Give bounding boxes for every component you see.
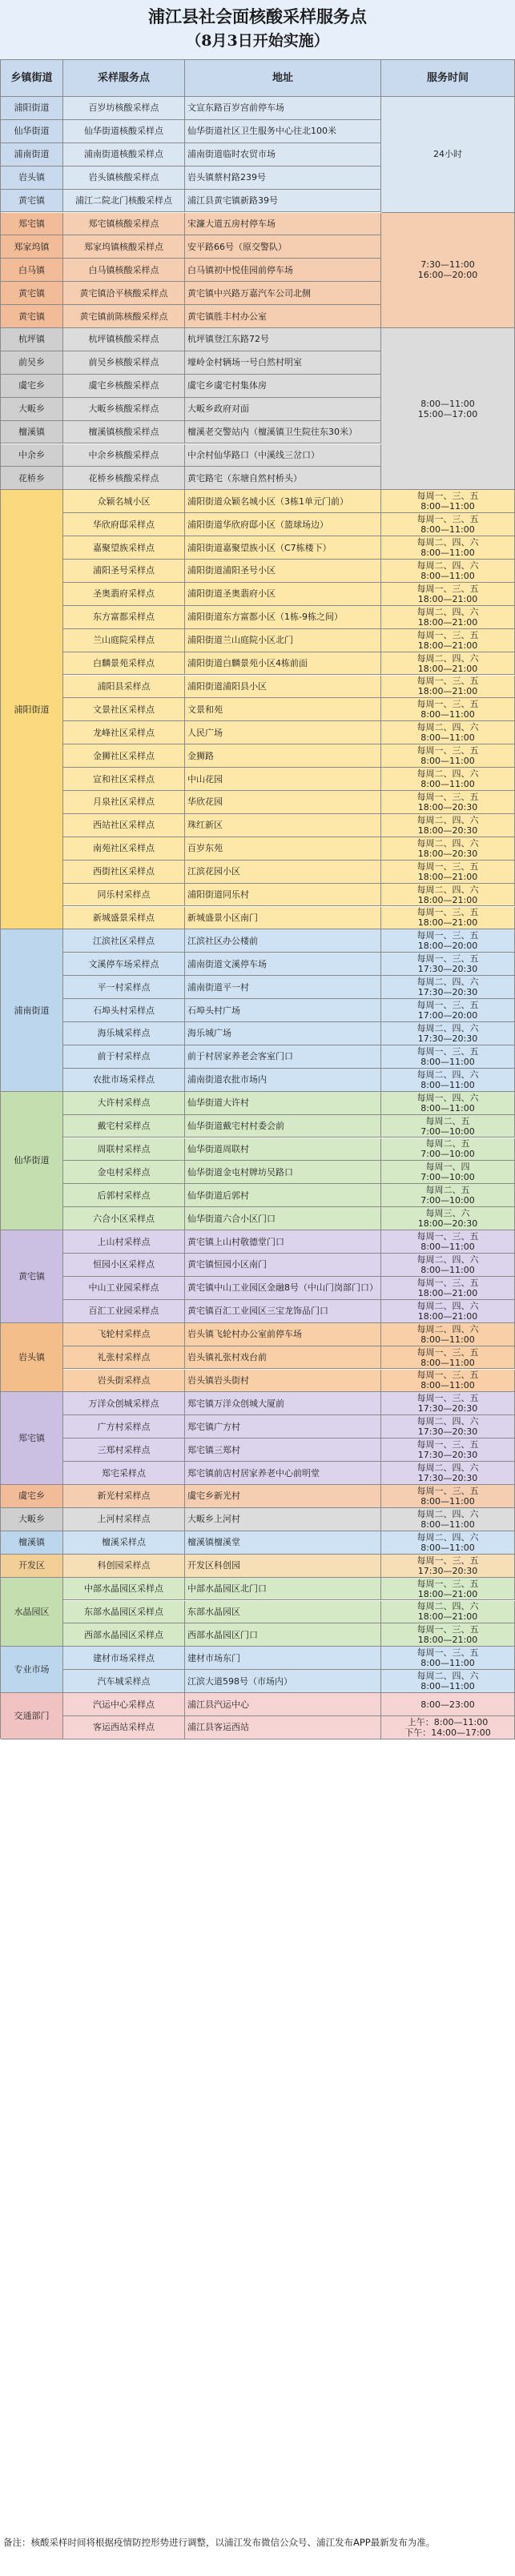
service-point-cell: 杭坪镇核酸采样点	[63, 328, 185, 351]
town-cell: 开发区	[1, 1555, 63, 1578]
address-cell: 文景和苑	[185, 698, 381, 721]
service-point-cell: 郑宅镇核酸采样点	[63, 213, 185, 236]
service-point-cell: 圣奥翡府采样点	[63, 583, 185, 606]
address-cell: 黄宅镇上山村敬德堂门口	[185, 1230, 381, 1254]
address-cell: 建材市场东门	[185, 1647, 381, 1670]
header-col1: 乡镇街道	[1, 60, 63, 97]
service-time-cell: 每周二、四、六 17:30—20:30	[381, 1415, 515, 1438]
town-cell: 郑宅镇	[1, 213, 63, 236]
service-point-cell: 文溪停车场采样点	[63, 953, 185, 976]
address-cell: 仙华街道周联村	[185, 1138, 381, 1162]
address-cell: 岩头镇岩头街村	[185, 1370, 381, 1393]
service-time-cell: 每周二、五 7:00—10:00	[381, 1184, 515, 1207]
town-cell: 水晶园区	[1, 1578, 63, 1647]
service-point-cell: 百岁坊核酸采样点	[63, 97, 185, 120]
town-cell: 浦南街道	[1, 929, 63, 1091]
service-point-cell: 戴宅村采样点	[63, 1115, 185, 1138]
service-time-cell: 每周二、四、六 17:30—20:30	[381, 976, 515, 999]
service-point-cell: 众颖名城小区	[63, 490, 185, 513]
service-time-cell: 每周二、四、六 8:00—11:00	[381, 536, 515, 560]
service-point-cell: 东部水晶园区采样点	[63, 1601, 185, 1624]
address-cell: 金狮路	[185, 744, 381, 768]
service-time-cell: 每周一、三、五 8:00—11:00	[381, 1370, 515, 1393]
service-time-cell: 每周二、四、六 17:30—20:30	[381, 1022, 515, 1045]
header-col3: 地址	[185, 60, 381, 97]
address-cell: 百岁东苑	[185, 837, 381, 861]
address-cell: 檀溪镇檀溪堂	[185, 1531, 381, 1555]
service-point-cell: 石埠头村采样点	[63, 999, 185, 1022]
town-cell: 前吴乡	[1, 351, 63, 375]
page-title: 浦江县社会面核酸采样服务点	[148, 6, 367, 26]
service-point-cell: 金狮社区采样点	[63, 744, 185, 768]
page-subtitle: （8月3日开始实施）	[186, 32, 329, 50]
service-point-cell: 平一村采样点	[63, 976, 185, 999]
service-time-cell: 每周一、三、五 18:00—21:00	[381, 676, 515, 699]
service-time-cell: 每周一、三、五 18:00—20:00	[381, 929, 515, 953]
address-cell: 浦江县黄宅镇新路39号	[185, 190, 381, 213]
service-point-cell: 三郑村采样点	[63, 1438, 185, 1462]
service-point-cell: 花桥乡核酸采样点	[63, 467, 185, 490]
service-point-cell: 汽运中心采样点	[63, 1693, 185, 1716]
service-point-cell: 黄宅镇洽平核酸采样点	[63, 282, 185, 305]
address-cell: 黄宅镇中兴路万嘉汽车公司北侧	[185, 282, 381, 305]
service-point-cell: 白马镇核酸采样点	[63, 259, 185, 282]
service-time-cell: 每周二、四、六 8:00—11:00	[381, 560, 515, 583]
address-cell: 浦江县汽运中心	[185, 1693, 381, 1716]
service-time-cell: 每周一、三、五 18:00—21:00	[381, 907, 515, 930]
address-cell: 浦南街道文溪停车场	[185, 953, 381, 976]
service-time-cell: 每周二、四、六 18:00—20:30	[381, 837, 515, 861]
service-point-cell: 白麟景苑采样点	[63, 652, 185, 676]
address-cell: 西部水晶园区门口	[185, 1623, 381, 1647]
address-cell: 中余村仙华路口（中溪线三岔口）	[185, 444, 381, 467]
address-cell: 檀溪老交警站内（檀溪镇卫生院往东30米）	[185, 421, 381, 444]
service-time-cell: 每周一、三、五 18:00—21:00	[381, 629, 515, 652]
header-col2: 采样服务点	[63, 60, 185, 97]
service-time-cell: 每周二、四、六 8:00—11:00	[381, 1069, 515, 1092]
service-time-cell: 每周三、六 18:00—20:30	[381, 1207, 515, 1230]
address-cell: 壕岭金村辆场一号白然村明室	[185, 351, 381, 375]
service-point-cell: 宣和社区采样点	[63, 768, 185, 791]
title-block	[0, 0, 515, 59]
service-time-cell: 每周二、四、六 8:00—11:00	[381, 1670, 515, 1693]
address-cell: 大畈乡政府对面	[185, 398, 381, 421]
town-cell: 黄宅镇	[1, 1230, 63, 1323]
service-point-cell: 同乐村采样点	[63, 884, 185, 907]
address-cell: 浦阳街道华欣府邸小区（篮球场边）	[185, 513, 381, 536]
service-point-cell: 月泉社区采样点	[63, 791, 185, 814]
address-cell: 郑宅镇万洋众创城大厦前	[185, 1392, 381, 1415]
service-point-cell: 客运西站采样点	[63, 1716, 185, 1739]
service-time-cell: 每周一、三、五 8:00—11:00	[381, 490, 515, 513]
service-time-cell: 每周一、三、五 8:00—11:00	[381, 1230, 515, 1254]
service-time-cell: 每周二、五 7:00—10:00	[381, 1138, 515, 1162]
address-cell: 人民广场	[185, 721, 381, 744]
schedule-table	[0, 59, 515, 1739]
address-cell: 仙华街道后郭村	[185, 1184, 381, 1207]
address-cell: 中山花园	[185, 768, 381, 791]
address-cell: 杭坪镇登江东路72号	[185, 328, 381, 351]
town-cell: 郑家坞镇	[1, 235, 63, 259]
service-point-cell: 金屯村采样点	[63, 1161, 185, 1184]
service-point-cell: 岩头镇核酸采样点	[63, 167, 185, 190]
service-time-cell: 每周一、三、五 8:00—11:00	[381, 744, 515, 768]
address-cell: 开发区科创园	[185, 1555, 381, 1578]
town-cell: 郑宅镇	[1, 1392, 63, 1485]
address-cell: 仙华街道大许村	[185, 1092, 381, 1115]
service-time-cell: 每周一、三、五 18:00—21:00	[381, 583, 515, 606]
service-time-cell: 每周二、四、六 18:00—21:00	[381, 606, 515, 629]
service-point-cell: 东方富都采样点	[63, 606, 185, 629]
service-time-cell: 每周二、五 7:00—10:00	[381, 1115, 515, 1138]
town-cell: 中余乡	[1, 444, 63, 467]
address-cell: 前于村居家养老会客室门口	[185, 1045, 381, 1069]
service-time-cell: 每周一、三、五 8:00—11:00	[381, 1346, 515, 1370]
service-point-cell: 大畈乡核酸采样点	[63, 398, 185, 421]
service-point-cell: 恒园小区采样点	[63, 1254, 185, 1277]
address-cell: 新城盛景小区南门	[185, 907, 381, 930]
service-time-cell: 每周二、四、六 18:00—20:30	[381, 814, 515, 837]
service-time-cell: 每周一、三、五 18:00—21:00	[381, 1277, 515, 1300]
service-time-cell: 每周二、四、六 8:00—11:00	[381, 768, 515, 791]
service-point-cell: 嘉聚望族采样点	[63, 536, 185, 560]
service-time-cell: 每周二、四、六 18:00—21:00	[381, 1601, 515, 1624]
town-cell: 檀溪镇	[1, 421, 63, 444]
town-cell: 大畈乡	[1, 398, 63, 421]
town-cell: 黄宅镇	[1, 305, 63, 328]
service-point-cell: 新光村采样点	[63, 1485, 185, 1508]
address-cell: 海乐城广场	[185, 1022, 381, 1045]
address-cell: 华欣花园	[185, 791, 381, 814]
service-point-cell: 广方村采样点	[63, 1415, 185, 1438]
service-point-cell: 兰山庭院采样点	[63, 629, 185, 652]
service-point-cell: 龙峰社区采样点	[63, 721, 185, 744]
address-cell: 浦阳街道同乐村	[185, 884, 381, 907]
service-time-cell: 24小时	[381, 97, 515, 213]
service-time-cell: 每周一、三、五 8:00—11:00	[381, 513, 515, 536]
address-cell: 浦南街道临时农贸市场	[185, 143, 381, 167]
address-cell: 仙华街道金屯村牌坊吴路口	[185, 1161, 381, 1184]
address-cell: 浦南街道平一村	[185, 976, 381, 999]
service-point-cell: 南苑社区采样点	[63, 837, 185, 861]
service-point-cell: 仙华街道核酸采样点	[63, 120, 185, 143]
town-cell: 虞宅乡	[1, 1485, 63, 1508]
address-cell: 黄宅镇胜丰村办公室	[185, 305, 381, 328]
address-cell: 浦阳街道圣奥翡府小区	[185, 583, 381, 606]
header-col4: 服务时间	[381, 60, 515, 97]
address-cell: 宋濂大道五房村停车场	[185, 213, 381, 236]
address-cell: 石埠头村广场	[185, 999, 381, 1022]
service-point-cell: 新城盛景采样点	[63, 907, 185, 930]
service-point-cell: 岩头街采样点	[63, 1370, 185, 1393]
service-point-cell: 农批市场采样点	[63, 1069, 185, 1092]
address-cell: 黄宅镇恒园小区南门	[185, 1254, 381, 1277]
service-time-cell: 每周一、四、六 8:00—11:00	[381, 1092, 515, 1115]
address-cell: 文宣东路百岁宫前停车场	[185, 97, 381, 120]
service-time-cell: 每周二、四、六 8:00—11:00	[381, 1531, 515, 1555]
service-time-cell: 每周一、三、五 18:00—21:00	[381, 1578, 515, 1601]
address-cell: 浦南街道农批市场内	[185, 1069, 381, 1092]
service-time-cell: 每周二、四、六 18:00—21:00	[381, 884, 515, 907]
service-point-cell: 中山工业园采样点	[63, 1277, 185, 1300]
town-cell: 白马镇	[1, 259, 63, 282]
service-point-cell: 黄宅镇前陈核酸采样点	[63, 305, 185, 328]
service-point-cell: 江滨社区采样点	[63, 929, 185, 953]
address-cell: 浦阳街道众颖名城小区（3栋1单元门前）	[185, 490, 381, 513]
service-time-cell: 8:00—23:00	[381, 1693, 515, 1716]
service-point-cell: 浦江二院北门核酸采样点	[63, 190, 185, 213]
address-cell: 黄宅镇百汇工业园区三宝龙饰品门口	[185, 1300, 381, 1323]
address-cell: 仙华街道六合小区门口	[185, 1207, 381, 1230]
address-cell: 浦阳街道白麟景苑小区4栋前面	[185, 652, 381, 676]
service-point-cell: 百汇工业园采样点	[63, 1300, 185, 1323]
service-point-cell: 上山村采样点	[63, 1230, 185, 1254]
service-point-cell: 海乐城采样点	[63, 1022, 185, 1045]
address-cell: 浦阳街道兰山庭院小区北门	[185, 629, 381, 652]
service-point-cell: 郑宅采样点	[63, 1462, 185, 1485]
service-time-cell: 每周一、三、五 18:00—20:30	[381, 791, 515, 814]
address-cell: 岩头镇礼张村戏台前	[185, 1346, 381, 1370]
address-cell: 浦江县客运西站	[185, 1716, 381, 1739]
service-time-cell: 每周一、三、五 17:30—20:30	[381, 1392, 515, 1415]
service-time-cell: 每周一、三、五 18:00—21:00	[381, 861, 515, 884]
town-cell: 花桥乡	[1, 467, 63, 490]
service-time-cell: 每周一、三、五 18:00—21:00	[381, 1623, 515, 1647]
service-point-cell: 浦阳县采样点	[63, 676, 185, 699]
address-cell: 浦阳街道嘉聚望族小区（C7栋楼下）	[185, 536, 381, 560]
service-time-cell: 8:00—11:00 15:00—17:00	[381, 328, 515, 490]
address-cell: 东部水晶园区	[185, 1601, 381, 1624]
service-point-cell: 文景社区采样点	[63, 698, 185, 721]
service-point-cell: 飞轮村采样点	[63, 1323, 185, 1346]
service-point-cell: 中部水晶园区采样点	[63, 1578, 185, 1601]
service-time-cell: 每周一、三、五 8:00—11:00	[381, 1647, 515, 1670]
town-cell: 大畈乡	[1, 1508, 63, 1531]
service-point-cell: 中余乡核酸采样点	[63, 444, 185, 467]
address-cell: 黄宅镇中山工业园区金融8号（中山门岗部门口）	[185, 1277, 381, 1300]
service-point-cell: 前于村采样点	[63, 1045, 185, 1069]
address-cell: 浦阳街道东方富都小区（1栋-9栋之间）	[185, 606, 381, 629]
service-point-cell: 上河村采样点	[63, 1508, 185, 1531]
service-point-cell: 西部水晶园区采样点	[63, 1623, 185, 1647]
address-cell: 安平路66号（原交警队）	[185, 235, 381, 259]
address-cell: 仙华街道戴宅村村委会前	[185, 1115, 381, 1138]
address-cell: 江滨大道598号（市场内）	[185, 1670, 381, 1693]
service-time-cell: 每周一、三、五 8:00—11:00	[381, 698, 515, 721]
address-cell: 仙华街道社区卫生服务中心往北100米	[185, 120, 381, 143]
address-cell: 大畈乡上河村	[185, 1508, 381, 1531]
address-cell: 珠红新区	[185, 814, 381, 837]
address-cell: 浦阳街道浦阳圣号小区	[185, 560, 381, 583]
service-point-cell: 华欣府邸采样点	[63, 513, 185, 536]
town-cell: 黄宅镇	[1, 190, 63, 213]
service-point-cell: 檀溪采样点	[63, 1531, 185, 1555]
service-point-cell: 汽车城采样点	[63, 1670, 185, 1693]
service-time-cell: 每周二、四、六 8:00—11:00	[381, 1508, 515, 1531]
service-time-cell: 上午：8:00—11:00 下午：14:00—17:00	[381, 1716, 515, 1739]
town-cell: 浦阳街道	[1, 97, 63, 120]
service-point-cell: 郑家坞镇核酸采样点	[63, 235, 185, 259]
address-cell: 中部水晶园区北门口	[185, 1578, 381, 1601]
town-cell: 黄宅镇	[1, 282, 63, 305]
service-point-cell: 浦阳圣号采样点	[63, 560, 185, 583]
town-cell: 仙华街道	[1, 1092, 63, 1230]
town-cell: 仙华街道	[1, 120, 63, 143]
town-cell: 杭坪镇	[1, 328, 63, 351]
town-cell: 专业市场	[1, 1647, 63, 1693]
address-cell: 岩头镇蔡村路239号	[185, 167, 381, 190]
address-cell: 白马镇初中悦佳园前停车场	[185, 259, 381, 282]
town-cell: 虞宅乡	[1, 375, 63, 398]
address-cell: 浦阳街道浦阳县小区	[185, 676, 381, 699]
town-cell: 浦阳街道	[1, 490, 63, 929]
address-cell: 岩头镇飞轮村办公室前停车场	[185, 1323, 381, 1346]
service-point-cell: 礼张村采样点	[63, 1346, 185, 1370]
town-cell: 浦南街道	[1, 143, 63, 167]
service-point-cell: 虞宅乡核酸采样点	[63, 375, 185, 398]
service-time-cell: 每周一、三、五 8:00—11:00	[381, 1045, 515, 1069]
address-cell: 江滨花园小区	[185, 861, 381, 884]
service-point-cell: 前吴乡核酸采样点	[63, 351, 185, 375]
address-cell: 虞宅乡虞宅村集体房	[185, 375, 381, 398]
service-point-cell: 建材市场采样点	[63, 1647, 185, 1670]
service-time-cell: 每周一、三、五 17:30—20:30	[381, 1555, 515, 1578]
address-cell: 郑宅镇前店村居家养老中心前明堂	[185, 1462, 381, 1485]
service-point-cell: 檀溪镇核酸采样点	[63, 421, 185, 444]
service-time-cell: 每周一、三、五 17:30—20:30	[381, 1438, 515, 1462]
service-time-cell: 每周二、四、六 18:00—21:00	[381, 652, 515, 676]
service-point-cell: 六合小区采样点	[63, 1207, 185, 1230]
service-point-cell: 浦南街道核酸采样点	[63, 143, 185, 167]
footnote: 备注：核酸采样时间将根据疫情防控形势进行调整，以浦江发布微信公众号、浦江发布APP最新发布为准。	[3, 2537, 436, 2548]
service-point-cell: 后郭村采样点	[63, 1184, 185, 1207]
service-time-cell: 每周二、四、六 18:00—21:00	[381, 1300, 515, 1323]
address-cell: 江滨社区办公楼前	[185, 929, 381, 953]
address-cell: 虞宅乡新光村	[185, 1485, 381, 1508]
service-point-cell: 大许村采样点	[63, 1092, 185, 1115]
address-cell: 郑宅镇三郑村	[185, 1438, 381, 1462]
address-cell: 郑宅镇广方村	[185, 1415, 381, 1438]
service-time-cell: 每周二、四、六 8:00—11:00	[381, 721, 515, 744]
service-time-cell: 每周一、三、五 17:00—20:00	[381, 999, 515, 1022]
town-cell: 岩头镇	[1, 1323, 63, 1393]
town-cell: 岩头镇	[1, 167, 63, 190]
service-time-cell: 7:30—11:00 16:00—20:00	[381, 213, 515, 329]
town-cell: 交通部门	[1, 1693, 63, 1739]
town-cell: 檀溪镇	[1, 1531, 63, 1555]
service-time-cell: 每周二、四、六 8:00—11:00	[381, 1323, 515, 1346]
address-cell: 黄宅路宅（东塘自然村桥头）	[185, 467, 381, 490]
service-point-cell: 西站社区采样点	[63, 814, 185, 837]
service-time-cell: 每周一、三、五 17:30—20:30	[381, 953, 515, 976]
service-point-cell: 西街社区采样点	[63, 861, 185, 884]
service-time-cell: 每周二、四、六 8:00—11:00	[381, 1254, 515, 1277]
service-time-cell: 每周一、四 7:00—10:00	[381, 1161, 515, 1184]
service-point-cell: 周联村采样点	[63, 1138, 185, 1162]
service-time-cell: 每周二、四、六 17:30—20:30	[381, 1462, 515, 1485]
service-point-cell: 科创园采样点	[63, 1555, 185, 1578]
service-point-cell: 万洋众创城采样点	[63, 1392, 185, 1415]
service-time-cell: 每周一、三、五 8:00—11:00	[381, 1485, 515, 1508]
